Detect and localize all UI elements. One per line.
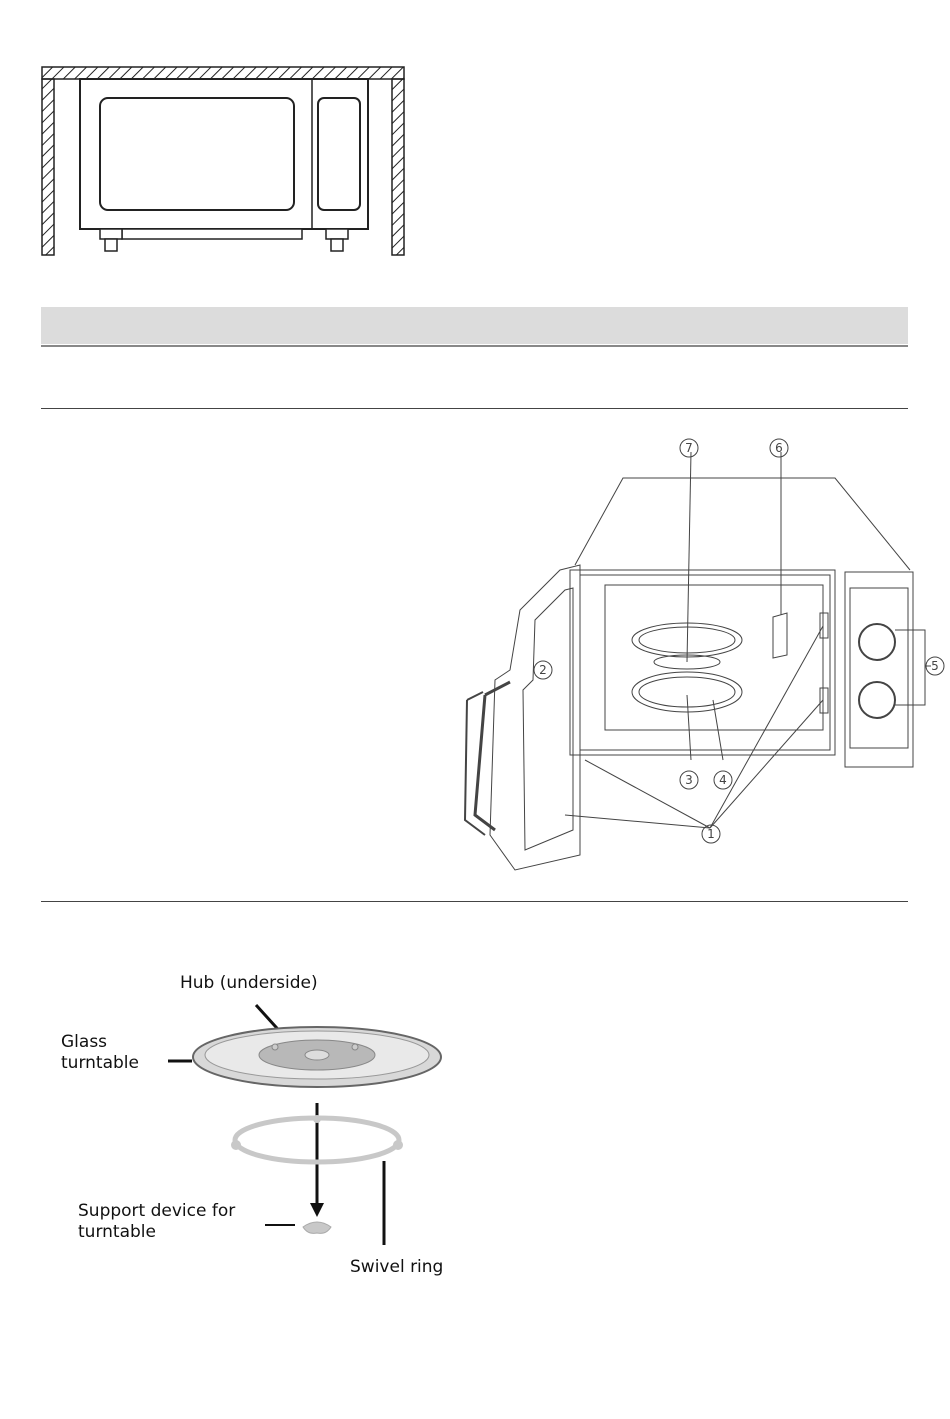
hub-label: Hub (underside) xyxy=(180,973,318,993)
section-rule-2 xyxy=(41,408,908,409)
cabinet-installation-figure xyxy=(30,55,420,265)
section-rule-3 xyxy=(41,901,908,902)
control-panel-window xyxy=(318,98,360,210)
timer-knob xyxy=(859,624,895,660)
glass-turntable-label-line2: turntable xyxy=(61,1053,139,1073)
cabinet-right-wall xyxy=(392,79,404,255)
support-device-label-line1: Support device for xyxy=(78,1201,236,1221)
power-knob xyxy=(859,682,895,718)
callout-5: 5 xyxy=(931,659,939,673)
cabinet-top-wall xyxy=(42,67,404,79)
microwave-parts-diagram xyxy=(455,430,950,880)
callout-6: 6 xyxy=(775,441,783,455)
callout-7: 7 xyxy=(685,441,693,455)
callout-2: 2 xyxy=(539,663,547,677)
section-header-bar xyxy=(41,307,908,344)
cabinet-left-wall xyxy=(42,79,54,255)
glass-turntable-label-line1: Glass xyxy=(61,1032,108,1052)
section-rule-1 xyxy=(41,345,908,347)
microwave-window xyxy=(100,98,294,210)
callout-3: 3 xyxy=(685,773,693,787)
support-device-shape xyxy=(303,1222,331,1233)
swivel-ring-label: Swivel ring xyxy=(350,1257,444,1277)
callout-1: 1 xyxy=(707,827,715,841)
support-device-label-line2: turntable xyxy=(78,1222,156,1242)
callout-4: 4 xyxy=(719,773,727,787)
